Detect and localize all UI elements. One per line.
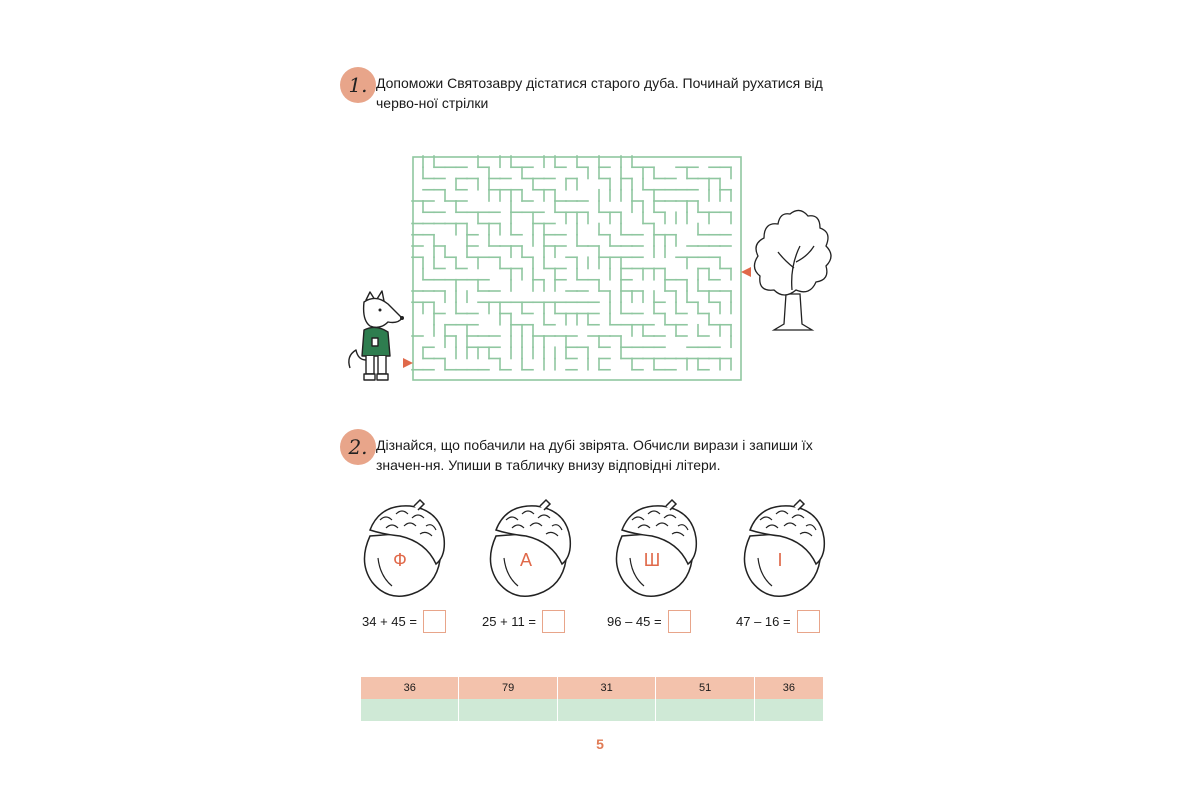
table-letter-cell[interactable]	[755, 699, 823, 721]
answer-box-1[interactable]	[423, 610, 446, 633]
table-number-cell: 79	[459, 677, 557, 699]
expression-2	[482, 610, 565, 633]
task-1-number: 1.	[340, 67, 376, 103]
table-number-cell: 51	[656, 677, 754, 699]
acorn-1-letter: Ф	[393, 550, 407, 570]
answer-box-3[interactable]	[668, 610, 691, 633]
acorn-4	[736, 500, 828, 602]
wolf-character-icon	[344, 290, 408, 385]
table-numbers-row	[361, 677, 823, 699]
answer-box-4[interactable]	[797, 610, 820, 633]
acorn-3	[608, 500, 700, 602]
acorn-2	[482, 500, 574, 602]
table-number-cell: 36	[755, 677, 823, 699]
acorn-1	[356, 500, 448, 602]
expression-3-text: 96 – 45 =	[607, 614, 662, 629]
table-number-cell: 31	[558, 677, 656, 699]
expression-4-text: 47 – 16 =	[736, 614, 791, 629]
task-2-number: 2.	[340, 429, 376, 465]
table-letter-cell[interactable]	[558, 699, 656, 721]
task-1-text: Допоможи Святозавру дістатися старого дуба. Починай рухатися від черво-ної стрілки	[376, 75, 823, 111]
task-2-text: Дізнайся, що побачили на дубі звірята. Обчисли вирази і запиши їх значен-ня. Упиши в табличку внизу відповідні літери.	[376, 437, 813, 473]
expression-1-text: 34 + 45 =	[362, 614, 417, 629]
oak-tree-icon	[750, 206, 836, 334]
table-letter-cell[interactable]	[361, 699, 459, 721]
acorn-4-letter: І	[777, 550, 783, 570]
expression-3	[607, 610, 691, 633]
expression-4	[736, 610, 820, 633]
acorn-2-letter: А	[519, 550, 533, 570]
page-number: 5	[596, 736, 604, 752]
answer-box-2[interactable]	[542, 610, 565, 633]
answer-table	[361, 677, 823, 721]
table-letters-row	[361, 699, 823, 721]
acorn-3-letter: Ш	[643, 550, 661, 570]
table-number-cell: 36	[361, 677, 459, 699]
table-letter-cell[interactable]	[459, 699, 557, 721]
maze-walls	[412, 156, 731, 370]
table-letter-cell[interactable]	[656, 699, 754, 721]
maze[interactable]	[412, 156, 742, 381]
expression-2-text: 25 + 11 =	[482, 614, 536, 629]
expression-1	[362, 610, 446, 633]
